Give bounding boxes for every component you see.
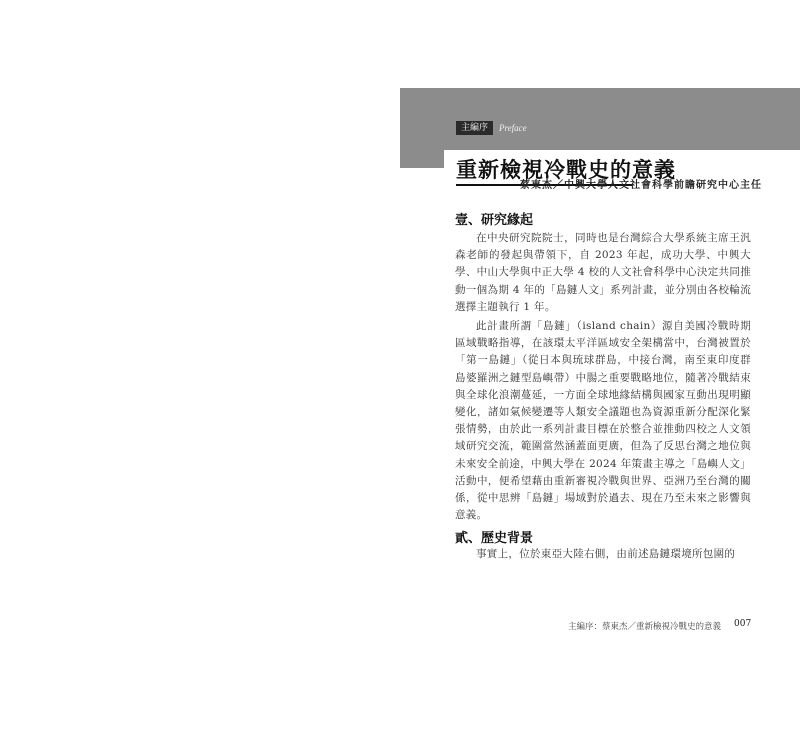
page-number: 007 [734,619,752,629]
section-heading-1: 壹、研究緣起 [455,213,534,228]
paragraph-1: 在中央研究院院士，同時也是台灣綜合大學系統主席王汎森老師的發起與帶領下，自 2023 年起，成功大學、中興大學、中山大學與中正大學 4 校的人文社會科學中心決定共同推動一個為期 4 年的「島鏈人文」系列計畫，並分別由各校輪流選擇主題執行 1 年。 [455,232,751,313]
section-heading-2: 貳、歷史背景 [455,531,534,546]
paragraph-3: 事實上，位於東亞大陸右側，由前述島鏈環境所包圍的 [476,548,736,560]
section-tag-label: 主編序 [456,121,493,135]
section-tag [456,121,527,135]
paragraph-2: 此計畫所謂「島鏈」（island chain）源自美國冷戰時期區域戰略指導，在該環太平洋區域安全架構當中，台灣被置於「第一島鏈」（從日本與琉球群島，中接台灣，南至東印度群島婆羅洲之鏈型島嶼帶）中腸之重要戰略地位，隨著冷戰結束與全球化浪潮蔓延，一方面全球地緣結構與國家互動出現明顯變化，諸如氣候變遷等人類安全議題也為資源重新分配深化緊張情勢，由於此一系列計畫目標在於整合並推動四校之人文領域研究交流，範圍當然涵蓋面更廣，但為了反思台灣之地位與未來安全前途，中興大學在 2024 年策畫主導之「島嶼人文」活動中，便希望藉由重新審視冷戰與世界、亞洲乃至台灣的關係，從中思辨「島鏈」場域對於過去、現在乃至未來之影響與意義。 [455,320,751,522]
running-footer: 主編序：蔡東杰／重新檢視冷戰史的意義 [568,622,722,632]
page-title: 重新檢視冷戰史的意義 [456,157,676,182]
author-line: 蔡東杰／中興大學人文社會科學前瞻研究中心主任 [520,180,762,191]
section-tag-english: Preface [499,123,527,133]
